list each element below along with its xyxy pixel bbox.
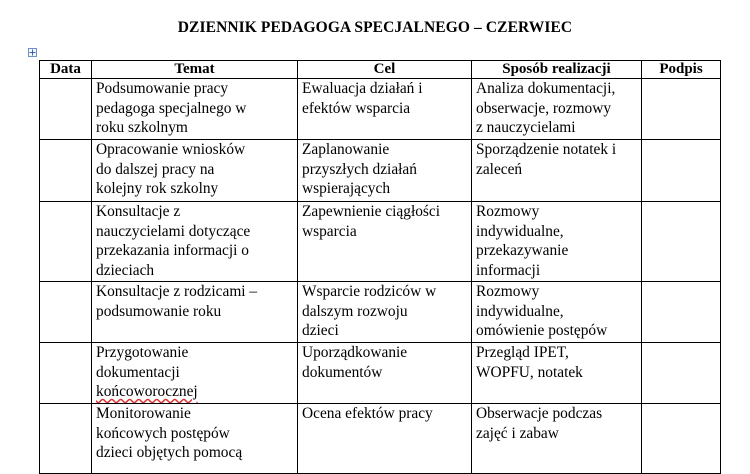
table-row bbox=[40, 282, 721, 343]
cell-sposob[interactable] bbox=[472, 343, 642, 404]
cell-cel[interactable] bbox=[298, 343, 472, 404]
cell-line: przekazywanie bbox=[476, 242, 569, 260]
table-row bbox=[40, 79, 721, 140]
table-row bbox=[40, 343, 721, 404]
header-sposob-realizacji: Sposób realizacji bbox=[472, 61, 642, 79]
cell-line: Zaplanowanie bbox=[302, 141, 390, 158]
cell-line: pedagoga specjalnego w bbox=[96, 99, 247, 117]
cell-line: do dalszej pracy na bbox=[96, 160, 215, 178]
cell-line: efektów wsparcia bbox=[302, 99, 411, 117]
cell-line: Monitorowanie bbox=[96, 405, 191, 422]
cell-line: Rozmowy bbox=[476, 283, 540, 300]
cell-temat[interactable] bbox=[92, 404, 298, 474]
cell-line: zajęć i zabaw bbox=[476, 424, 559, 442]
cell-line: zaleceń bbox=[476, 160, 523, 178]
cell-data[interactable] bbox=[40, 282, 92, 343]
cell-line: wsparcia bbox=[302, 222, 357, 240]
cell-line: dalszym rozwoju bbox=[302, 302, 408, 320]
journal-table bbox=[39, 60, 721, 474]
cell-temat[interactable] bbox=[92, 140, 298, 202]
cell-line: Konsultacje z rodzicami – bbox=[96, 283, 258, 300]
cell-cel[interactable] bbox=[298, 202, 472, 282]
cell-data[interactable] bbox=[40, 140, 92, 202]
cell-line: indywidualne, bbox=[476, 302, 564, 320]
cell-cel[interactable] bbox=[298, 282, 472, 343]
cell-line: Uporządkowanie bbox=[302, 344, 408, 361]
cell-line: dzieciach bbox=[96, 261, 155, 279]
header-row bbox=[40, 61, 721, 79]
cell-line: indywidualne, bbox=[476, 222, 564, 240]
cell-line bbox=[96, 382, 293, 402]
cell-line: wspierających bbox=[302, 180, 391, 198]
cell-line: Obserwacje podczas bbox=[476, 405, 603, 422]
cell-line: Sporządzenie notatek i bbox=[476, 141, 617, 158]
cell-line: z nauczycielami bbox=[476, 119, 576, 137]
cell-line: dzieci bbox=[302, 322, 339, 340]
cell-sposob[interactable] bbox=[472, 404, 642, 474]
cell-podpis[interactable] bbox=[642, 282, 721, 343]
table-row bbox=[40, 202, 721, 282]
cell-line: Opracowanie wniosków bbox=[96, 141, 246, 158]
cell-temat[interactable] bbox=[92, 282, 298, 343]
cell-line: kolejny rok szkolny bbox=[96, 180, 219, 198]
cell-line: Ocena efektów pracy bbox=[302, 405, 433, 422]
header-cel: Cel bbox=[298, 61, 472, 79]
cell-data[interactable] bbox=[40, 343, 92, 404]
cell-line: Rozmowy bbox=[476, 203, 540, 220]
cell-line: nauczycielami dotyczące bbox=[96, 222, 251, 240]
cell-line: roku szkolnym bbox=[96, 119, 188, 137]
cell-line: przekazania informacji o bbox=[96, 242, 249, 260]
cell-sposob[interactable] bbox=[472, 140, 642, 202]
cell-podpis[interactable] bbox=[642, 79, 721, 140]
cell-line: przyszłych działań bbox=[302, 160, 417, 178]
cell-sposob[interactable] bbox=[472, 79, 642, 140]
cell-line: końcowych postępów bbox=[96, 424, 230, 442]
cell-line: Wsparcie rodziców w bbox=[302, 283, 437, 300]
header-temat: Temat bbox=[92, 61, 298, 79]
cell-line: Przygotowanie bbox=[96, 344, 189, 361]
cell-line: Ewaluacja działań i bbox=[302, 80, 423, 97]
cell-podpis[interactable] bbox=[642, 202, 721, 282]
cell-line: WOPFU, notatek bbox=[476, 363, 583, 381]
cell-temat[interactable] bbox=[92, 202, 298, 282]
table-move-handle-icon[interactable] bbox=[28, 48, 37, 57]
cell-data[interactable] bbox=[40, 79, 92, 140]
cell-data[interactable] bbox=[40, 202, 92, 282]
cell-line: podsumowanie roku bbox=[96, 302, 222, 320]
cell-podpis[interactable] bbox=[642, 404, 721, 474]
cell-line: Przegląd IPET, bbox=[476, 344, 569, 361]
document-title: DZIENNIK PEDAGOGA SPECJALNEGO – CZERWIEC bbox=[177, 19, 573, 36]
spellcheck-underlined-word: końcoworocznej bbox=[96, 383, 198, 401]
cell-line: Analiza dokumentacji, bbox=[476, 80, 616, 97]
cell-line: omówienie postępów bbox=[476, 322, 608, 340]
header-data: Data bbox=[40, 61, 92, 79]
table-row bbox=[40, 404, 721, 474]
cell-line: Zapewnienie ciągłości bbox=[302, 203, 441, 220]
cell-cel[interactable] bbox=[298, 140, 472, 202]
cell-line: informacji bbox=[476, 261, 541, 279]
header-podpis: Podpis bbox=[642, 61, 721, 79]
cell-line: dzieci objętych pomocą bbox=[96, 444, 243, 462]
cell-data[interactable] bbox=[40, 404, 92, 474]
cell-cel[interactable] bbox=[298, 79, 472, 140]
cell-line: dokumentów bbox=[302, 363, 383, 381]
cell-temat[interactable] bbox=[92, 343, 298, 404]
cell-podpis[interactable] bbox=[642, 140, 721, 202]
cell-line: obserwacje, rozmowy bbox=[476, 99, 612, 117]
cell-cel[interactable] bbox=[298, 404, 472, 474]
cell-line: dokumentacji bbox=[96, 363, 180, 381]
cell-sposob[interactable] bbox=[472, 202, 642, 282]
cell-line: Podsumowanie pracy bbox=[96, 80, 229, 97]
cell-sposob[interactable] bbox=[472, 282, 642, 343]
cell-line: Konsultacje z bbox=[96, 203, 181, 220]
cell-podpis[interactable] bbox=[642, 343, 721, 404]
cell-temat[interactable] bbox=[92, 79, 298, 140]
table-row bbox=[40, 140, 721, 202]
